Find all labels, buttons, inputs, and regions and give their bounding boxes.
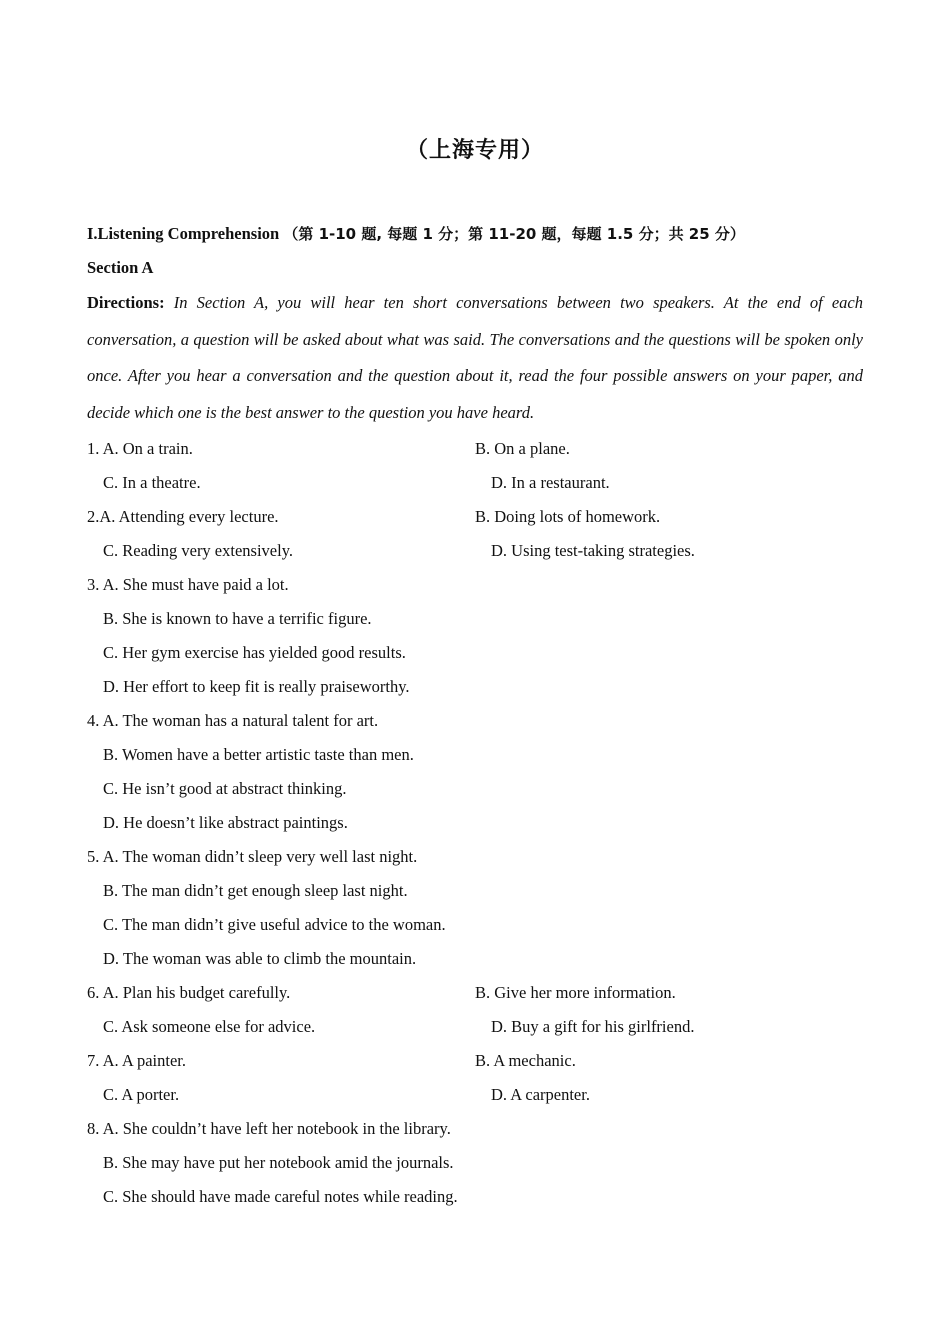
q7-option-b: B. A mechanic. bbox=[475, 1050, 576, 1070]
q3-option-d: D. Her effort to keep fit is really praiseworthy. bbox=[103, 676, 410, 696]
page-title: （上海专用） bbox=[405, 138, 544, 163]
section-heading bbox=[87, 217, 863, 251]
question-7-row-2 bbox=[87, 1078, 863, 1112]
q1-option-b: B. On a plane. bbox=[475, 438, 570, 458]
q7-option-c: C. A porter. bbox=[103, 1084, 180, 1104]
q5-option-a: 5. A. The woman didn’t sleep very well last night. bbox=[87, 846, 418, 866]
q4-option-b: B. Women have a better artistic taste than men. bbox=[103, 744, 414, 764]
q6-option-d: D. Buy a gift for his girlfriend. bbox=[491, 1016, 695, 1036]
question-6-row-2 bbox=[87, 1010, 863, 1044]
q1-option-c: C. In a theatre. bbox=[103, 472, 201, 492]
q4-option-d: D. He doesn’t like abstract paintings. bbox=[103, 812, 348, 832]
q3-option-a: 3. A. She must have paid a lot. bbox=[87, 574, 289, 594]
section-heading-label: I.Listening Comprehension bbox=[87, 224, 280, 243]
q5-option-d: D. The woman was able to climb the mountain. bbox=[103, 948, 417, 968]
q5-option-c: C. The man didn’t give useful advice to the woman. bbox=[103, 914, 446, 934]
q4-option-a: 4. A. The woman has a natural talent for art. bbox=[87, 710, 379, 730]
q7-option-d: D. A carpenter. bbox=[491, 1084, 590, 1104]
q6-option-c: C. Ask someone else for advice. bbox=[103, 1016, 316, 1036]
q2-option-c: C. Reading very extensively. bbox=[103, 540, 294, 560]
directions-text: In Section A, you will hear ten short conversations between two speakers. At the end of each conversation, a question will be asked about what was said. The conversations and the questions will be spoken only once. After you hear a conversation and the question about it, read the four possible answers on your paper, and decide which one is the best answer to the question you have heard. bbox=[87, 293, 863, 423]
q6-option-a: 6. A. Plan his budget carefully. bbox=[87, 982, 291, 1002]
q2-option-b: B. Doing lots of homework. bbox=[475, 506, 661, 526]
q8-option-a: 8. A. She couldn’t have left her notebook in the library. bbox=[87, 1118, 451, 1138]
question-6-row-1 bbox=[87, 976, 863, 1010]
q6-option-b: B. Give her more information. bbox=[475, 982, 676, 1002]
question-2-row-2 bbox=[87, 534, 863, 568]
section-a-heading: Section A bbox=[87, 258, 154, 277]
q8-option-b: B. She may have put her notebook amid the journals. bbox=[103, 1152, 454, 1172]
q4-option-c: C. He isn’t good at abstract thinking. bbox=[103, 778, 347, 798]
directions-paragraph bbox=[87, 285, 863, 432]
question-1-row-2 bbox=[87, 466, 863, 500]
question-2-row-1 bbox=[87, 500, 863, 534]
q7-option-a: 7. A. A painter. bbox=[87, 1050, 186, 1070]
q8-option-c: C. She should have made careful notes while reading. bbox=[103, 1186, 458, 1206]
question-1-row-1 bbox=[87, 432, 863, 466]
question-7-row-1 bbox=[87, 1044, 863, 1078]
q3-option-c: C. Her gym exercise has yielded good results. bbox=[103, 642, 406, 662]
directions-label: Directions: bbox=[87, 293, 165, 312]
q5-option-b: B. The man didn’t get enough sleep last night. bbox=[103, 880, 408, 900]
q1-option-d: D. In a restaurant. bbox=[491, 472, 610, 492]
q1-option-a: 1. A. On a train. bbox=[87, 438, 193, 458]
q2-option-a: 2.A. Attending every lecture. bbox=[87, 506, 279, 526]
document-body bbox=[87, 217, 863, 1214]
section-heading-points: （第 1-10 题, 每题 1 分；第 11-20 题，每题 1.5 分；共 25 分） bbox=[283, 225, 745, 243]
q2-option-d: D. Using test-taking strategies. bbox=[491, 540, 695, 560]
q3-option-b: B. She is known to have a terrific figure. bbox=[103, 608, 372, 628]
